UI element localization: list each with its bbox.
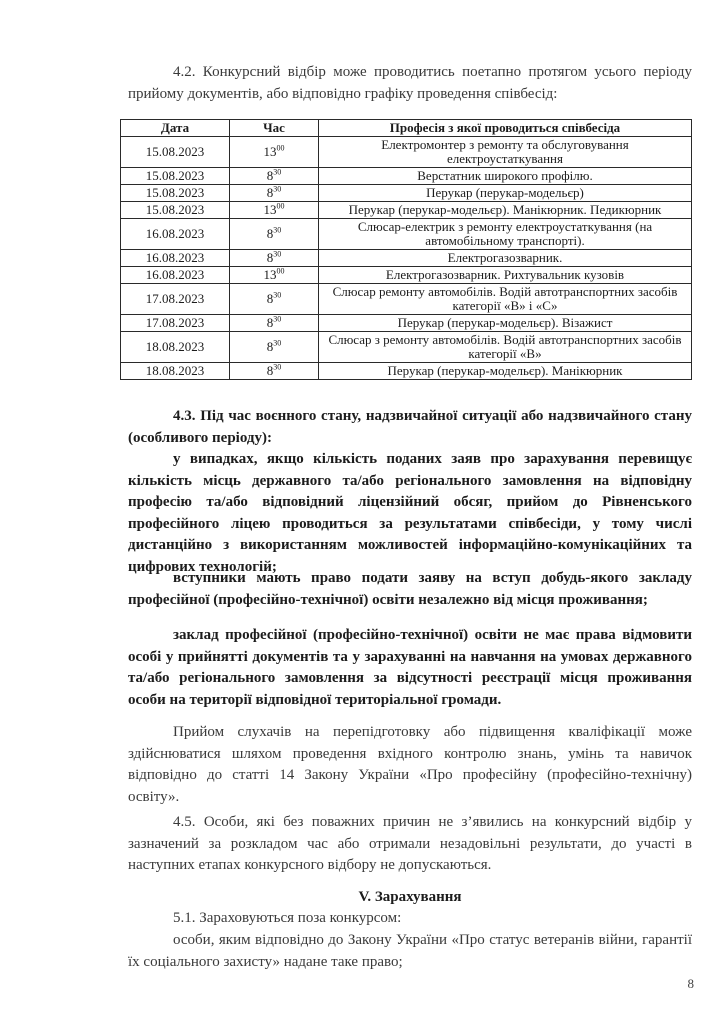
row-time: $8^{30}$	[230, 168, 319, 185]
row-date: 18.08.2023	[121, 363, 230, 380]
row-profession: Електромонтер з ремонту та обслуговування електроустаткування	[319, 137, 692, 168]
table-row	[121, 267, 692, 284]
row-time: $8^{30}$	[230, 284, 319, 315]
table-row	[121, 315, 692, 332]
row-date: 15.08.2023	[121, 202, 230, 219]
paragraph-4-5: 4.5. Особи, які без поважних причин не з’явились на конкурсний відбір у зазначений за розкладом час або отримали незадовільні результати, до участі в наступних етапах конкурсного відбору не допускаються.	[128, 814, 692, 874]
table-header-row	[121, 120, 692, 137]
table-row	[121, 219, 692, 250]
paragraph-4-2: 4.2. Конкурсний відбір може проводитись поетапно протягом усього періоду прийому документів, або відповідно графіку проведення співбесід:	[128, 64, 692, 102]
table-row	[121, 332, 692, 363]
section-heading: V. Зарахування	[358, 889, 462, 905]
row-profession: Перукар (перукар-модельєр)	[319, 185, 692, 202]
row-profession: Перукар (перукар-модельєр). Манікюрник. Педикюрник	[319, 202, 692, 219]
row-time: $13^{00}$	[230, 267, 319, 284]
row-profession: Слюсар-електрик з ремонту електроустаткування (на автомобільному транспорті).	[319, 219, 692, 250]
row-time: $8^{30}$	[230, 185, 319, 202]
row-profession: Електрогазозварник. Рихтувальник кузовів	[319, 267, 692, 284]
header-date: Дата	[121, 120, 230, 137]
paragraph-5-1: 5.1. Зараховуються поза конкурсом:	[173, 910, 402, 926]
row-profession: Перукар (перукар-модельєр). Манікюрник	[319, 363, 692, 380]
table-row	[121, 168, 692, 185]
table-row	[121, 137, 692, 168]
paragraph-4-3-c: заклад професійної (професійно-технічної) освіти не має права відмовити особі у прийнятті документів та у зарахуванні на навчання на умовах державного та/або регіонального замовлення за відсутності реєстрації місця проживання особи на території відповідної територіальної громади.	[128, 627, 692, 708]
row-date: 16.08.2023	[121, 250, 230, 267]
header-time: Час	[230, 120, 319, 137]
row-time: $8^{30}$	[230, 315, 319, 332]
row-date: 16.08.2023	[121, 267, 230, 284]
row-date: 15.08.2023	[121, 185, 230, 202]
table-row	[121, 250, 692, 267]
table-row	[121, 202, 692, 219]
row-time: $13^{00}$	[230, 137, 319, 168]
row-date: 17.08.2023	[121, 284, 230, 315]
row-time: $8^{30}$	[230, 363, 319, 380]
row-time: $13^{00}$	[230, 202, 319, 219]
row-date: 15.08.2023	[121, 137, 230, 168]
row-profession: Перукар (перукар-модельєр). Візажист	[319, 315, 692, 332]
header-profession: Професія з якої проводиться співбесіда	[319, 120, 692, 137]
row-time: $8^{30}$	[230, 332, 319, 363]
table-row	[121, 185, 692, 202]
row-date: 17.08.2023	[121, 315, 230, 332]
interview-schedule-table	[120, 119, 692, 380]
paragraph-4-3-b: вступники мають право подати заяву на вступ добудь-якого закладу професійної (професійно-технічної) освіти незалежно від місця проживання;	[128, 570, 692, 608]
row-date: 15.08.2023	[121, 168, 230, 185]
page-number: 8	[687, 976, 694, 991]
row-date: 16.08.2023	[121, 219, 230, 250]
row-date: 18.08.2023	[121, 332, 230, 363]
paragraph-5-1-a: особи, яким відповідно до Закону України «Про статус ветеранів війни, гарантії їх соціального захисту» надане таке право;	[128, 932, 692, 970]
row-profession: Електрогазозварник.	[319, 250, 692, 267]
row-profession: Слюсар з ремонту автомобілів. Водій автотранспортних засобів категорії «В»	[319, 332, 692, 363]
paragraph-4-4: Прийом слухачів на перепідготовку або підвищення кваліфікації може здійснюватися шляхом проведення вхідного контролю знань, умінь та навичок відповідно до статті 14 Закону України «Про професійну (професійно-технічну) освіту».	[128, 724, 692, 805]
row-profession: Слюсар ремонту автомобілів. Водій автотранспортних засобів категорії «В» і «С»	[319, 284, 692, 315]
paragraph-4-3: 4.3. Під час воєнного стану, надзвичайної ситуації або надзвичайного стану (особливого періоду):	[128, 408, 692, 446]
table-row	[121, 284, 692, 315]
row-time: $8^{30}$	[230, 219, 319, 250]
paragraph-4-3-a: у випадках, якщо кількість поданих заяв про зарахування перевищує кількість місць державного та/або регіонального замовлення на відповідну професію та/або відповідний ліцензійний обсяг, прийом до Рівненського професійного ліцею проводиться за результатами співбесіди, у тому числі дистанційно з використанням можливостей інформаційно-комунікаційних та цифрових технологій;	[128, 451, 692, 575]
row-profession: Верстатник широкого профілю.	[319, 168, 692, 185]
row-time: $8^{30}$	[230, 250, 319, 267]
table-row	[121, 363, 692, 380]
